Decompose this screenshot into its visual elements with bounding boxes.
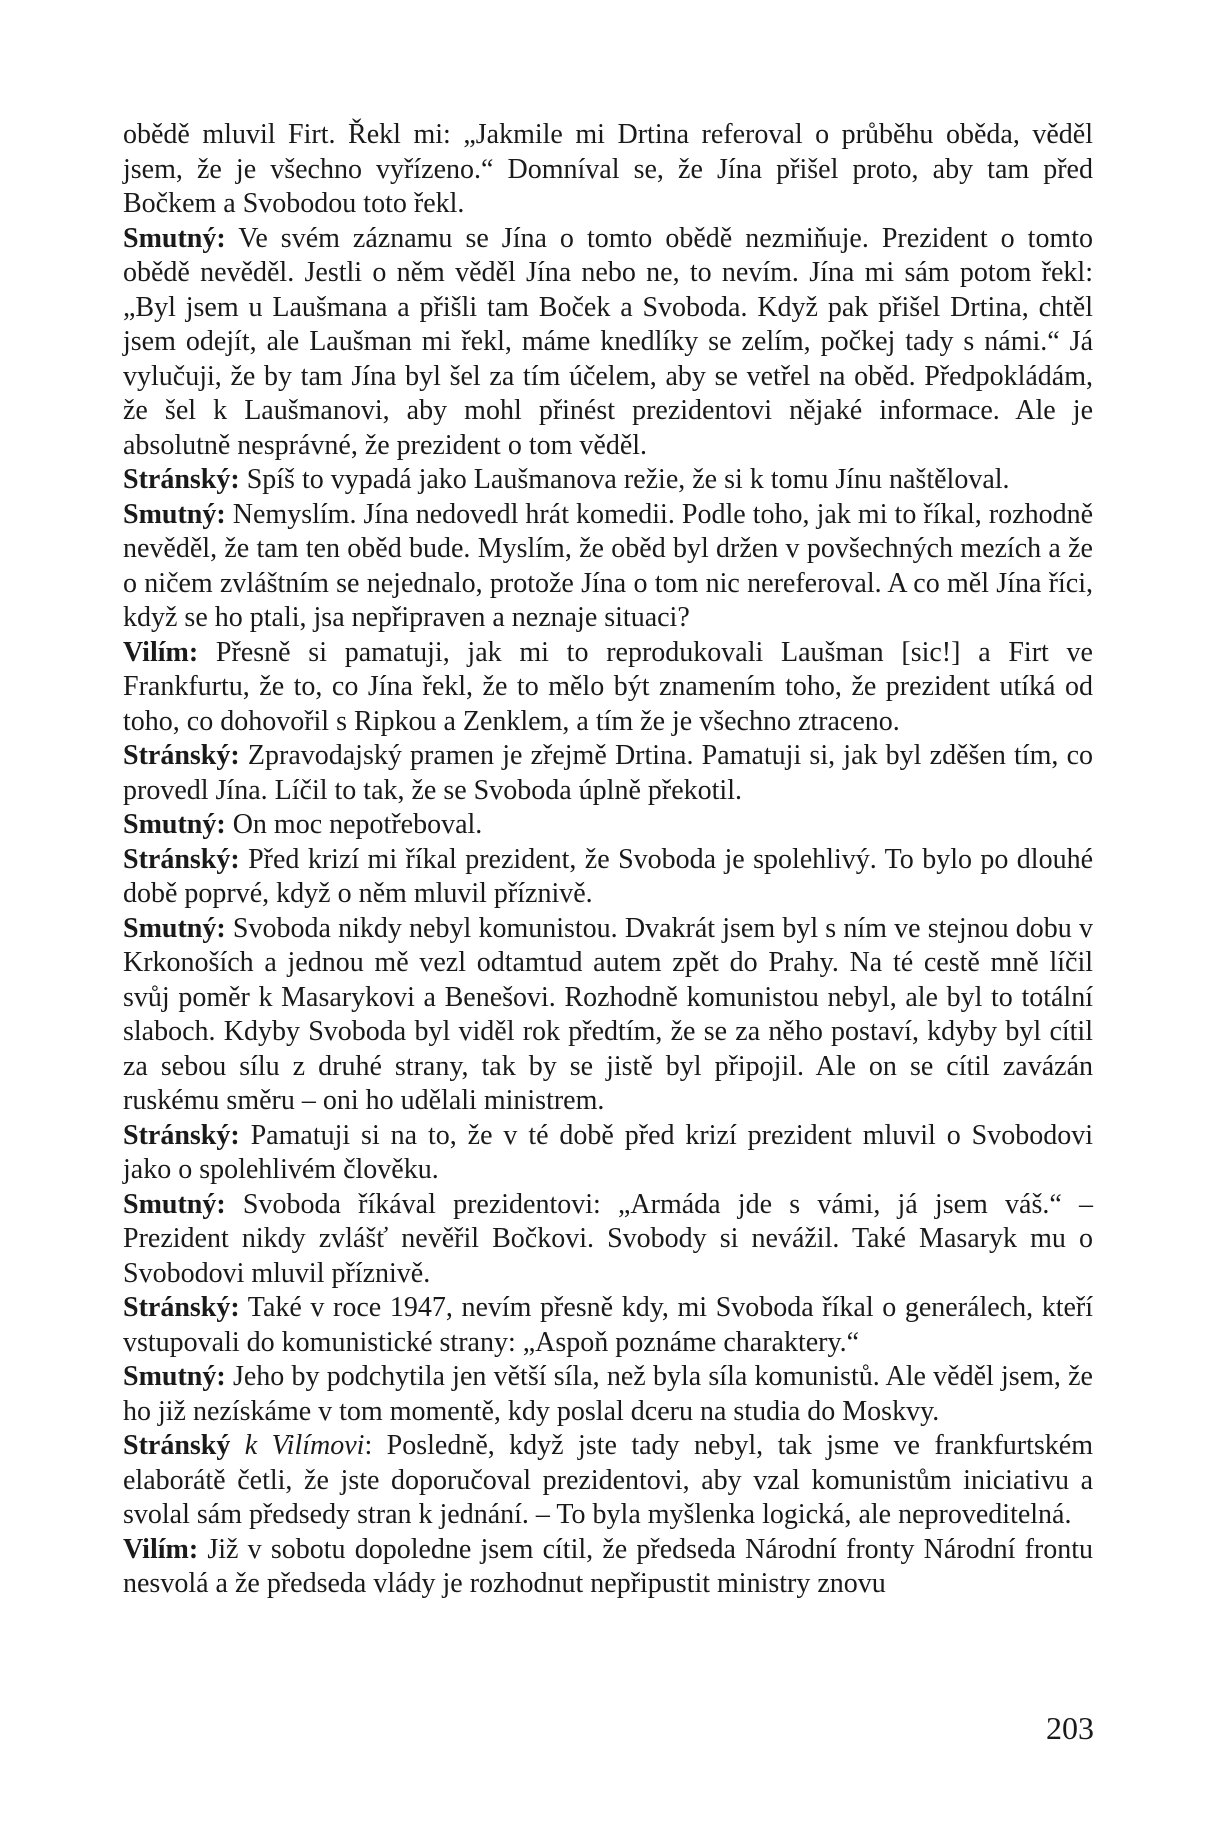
paragraph-text: Svoboda říkával prezidentovi: „Armáda jde s vámi, já jsem váš.“ – Prezident nikdy zvlášť nevěřil Bočkovi. Svobody si nevážil. Také Masaryk mu o Svobodovi mluvil příznivě.: [123, 1188, 1093, 1289]
paragraph: [123, 912, 1093, 1119]
body-text: [123, 118, 1093, 1602]
paragraph-text: On moc nepotřeboval.: [225, 809, 483, 840]
addressee-name: k Vilímovi: [230, 1430, 365, 1461]
paragraph: [123, 1291, 1093, 1360]
paragraph: [123, 636, 1093, 740]
speaker-name: Smutný:: [123, 222, 226, 254]
speaker-name: Stránský:: [123, 1292, 240, 1323]
paragraph-text: Pamatuji si na to, že v té době před krizí prezident mluvil o Svobodovi jako o spolehlivém člověku.: [123, 1119, 1093, 1185]
paragraph-text: obědě mluvil Firt. Řekl mi: „Jakmile mi Drtina referoval o průběhu oběda, věděl jsem, že je všechno vyřízeno.“ Domníval se, že Jína přišel proto, aby tam před Bočkem a Svobodou toto řekl.: [123, 119, 1093, 219]
speaker-name: Stránský:: [123, 464, 240, 495]
paragraph: [123, 1119, 1093, 1188]
speaker-name: Stránský:: [123, 1119, 240, 1151]
speaker-name: Smutný:: [123, 809, 226, 840]
speaker-name: Smutný:: [123, 498, 226, 530]
paragraph: [123, 1360, 1093, 1429]
speaker-name: Vilím:: [123, 1533, 199, 1565]
paragraph: [123, 843, 1093, 912]
paragraph: [123, 222, 1093, 464]
speaker-name: Stránský: [123, 1430, 231, 1461]
paragraph-text: Zpravodajský pramen je zřejmě Drtina. Pamatuji si, jak byl zděšen tím, co provedl Jína. Líčil to tak, že se Svoboda úplně překotil.: [123, 740, 1093, 806]
paragraph-text: Před krizí mi říkal prezident, že Svoboda je spolehlivý. To bylo po dlouhé době poprvé, když o něm mluvil příznivě.: [123, 843, 1093, 909]
paragraph-text: Již v sobotu dopoledne jsem cítil, že předseda Národní fronty Národní frontu nesvolá a že předseda vlády je rozhodnut nepřipustit ministry znovu: [123, 1533, 1093, 1599]
paragraph-text: Jeho by podchytila jen větší síla, než byla síla komunistů. Ale věděl jsem, že ho již nezískáme v tom momentě, kdy poslal dceru na studia do Moskvy.: [123, 1361, 1093, 1427]
speaker-name: Smutný:: [123, 1188, 226, 1220]
paragraph: [123, 463, 1093, 498]
paragraph: [123, 1429, 1093, 1533]
paragraph-text: Také v roce 1947, nevím přesně kdy, mi Svoboda říkal o generálech, kteří vstupovali do komunistické strany: „Aspoň poznáme charaktery.“: [123, 1292, 1093, 1358]
paragraph-text: Svoboda nikdy nebyl komunistou. Dvakrát jsem byl s ním ve stejnou dobu v Krkonoších a jednou mě vezl odtamtud autem zpět do Prahy. Na té cestě mně líčil svůj poměr k Masarykovi a Benešovi. Rozhodně komunistou nebyl, ale byl to totální slaboch. Kdyby Svoboda byl viděl rok předtím, že se za něho postaví, kdyby byl cítil za sebou sílu z druhé strany, tak by se jistě byl připojil. Ale on se cítil zavázán ruskému směru – oni ho udělali ministrem.: [123, 912, 1093, 1116]
paragraph: [123, 118, 1093, 222]
paragraph: [123, 1533, 1093, 1602]
speaker-name: Stránský:: [123, 740, 240, 771]
paragraph-text: Nemyslím. Jína nedovedl hrát komedii. Podle toho, jak mi to říkal, rozhodně nevěděl, že tam ten oběd bude. Myslím, že oběd byl držen v povšechných mezích a že o ničem zvláštním se nejednalo, protože Jína o tom nic nereferoval. A co měl Jína říci, když se ho ptali, jsa nepřipraven a neznaje situaci?: [123, 498, 1093, 633]
paragraph-text: Přesně si pamatuji, jak mi to reprodukovali Laušman [sic!] a Firt ve Frankfurtu, že to, co Jína řekl, že to mělo být znamením toho, že prezident utíká od toho, co dohovořil s Ripkou a Zenklem, a tím že je všechno ztraceno.: [123, 636, 1093, 737]
paragraph: [123, 808, 1093, 843]
paragraph: [123, 498, 1093, 636]
paragraph-text: Ve svém záznamu se Jína o tomto obědě nezmiňuje. Prezident o tomto obědě nevěděl. Jestli o něm věděl Jína nebo ne, to nevím. Jína mi sám potom řekl: „Byl jsem u Laušmana a přišli tam Boček a Svoboda. Když pak přišel Drtina, chtěl jsem odejít, ale Laušman mi řekl, máme knedlíky se zelím, počkej tady s námi.“ Já vylučuji, že by tam Jína byl šel za tím účelem, aby se vetřel na oběd. Předpokládám, že šel k Laušmanovi, aby mohl přinést prezidentovi nějaké informace. Ale je absolutně nesprávné, že prezident o tom věděl.: [123, 222, 1093, 461]
page-number: 203: [1046, 1710, 1094, 1746]
speaker-name: Smutný:: [123, 1361, 226, 1392]
speaker-name: Stránský:: [123, 843, 240, 875]
paragraph: [123, 739, 1093, 808]
paragraph-text: : Posledně, když jste tady nebyl, tak jsme ve frankfurtském elaborátě četli, že jste doporučoval prezidentovi, aby vzal komunistům iniciativu a svolal sám předsedy stran k jednání. – To byla myšlenka logická, ale neproveditelná.: [123, 1430, 1094, 1530]
paragraph: [123, 1188, 1093, 1292]
paragraph-text: Spíš to vypadá jako Laušmanova režie, že si k tomu Jínu naštěloval.: [239, 464, 1010, 495]
speaker-name: Vilím:: [123, 636, 199, 668]
speaker-name: Smutný:: [123, 912, 226, 944]
